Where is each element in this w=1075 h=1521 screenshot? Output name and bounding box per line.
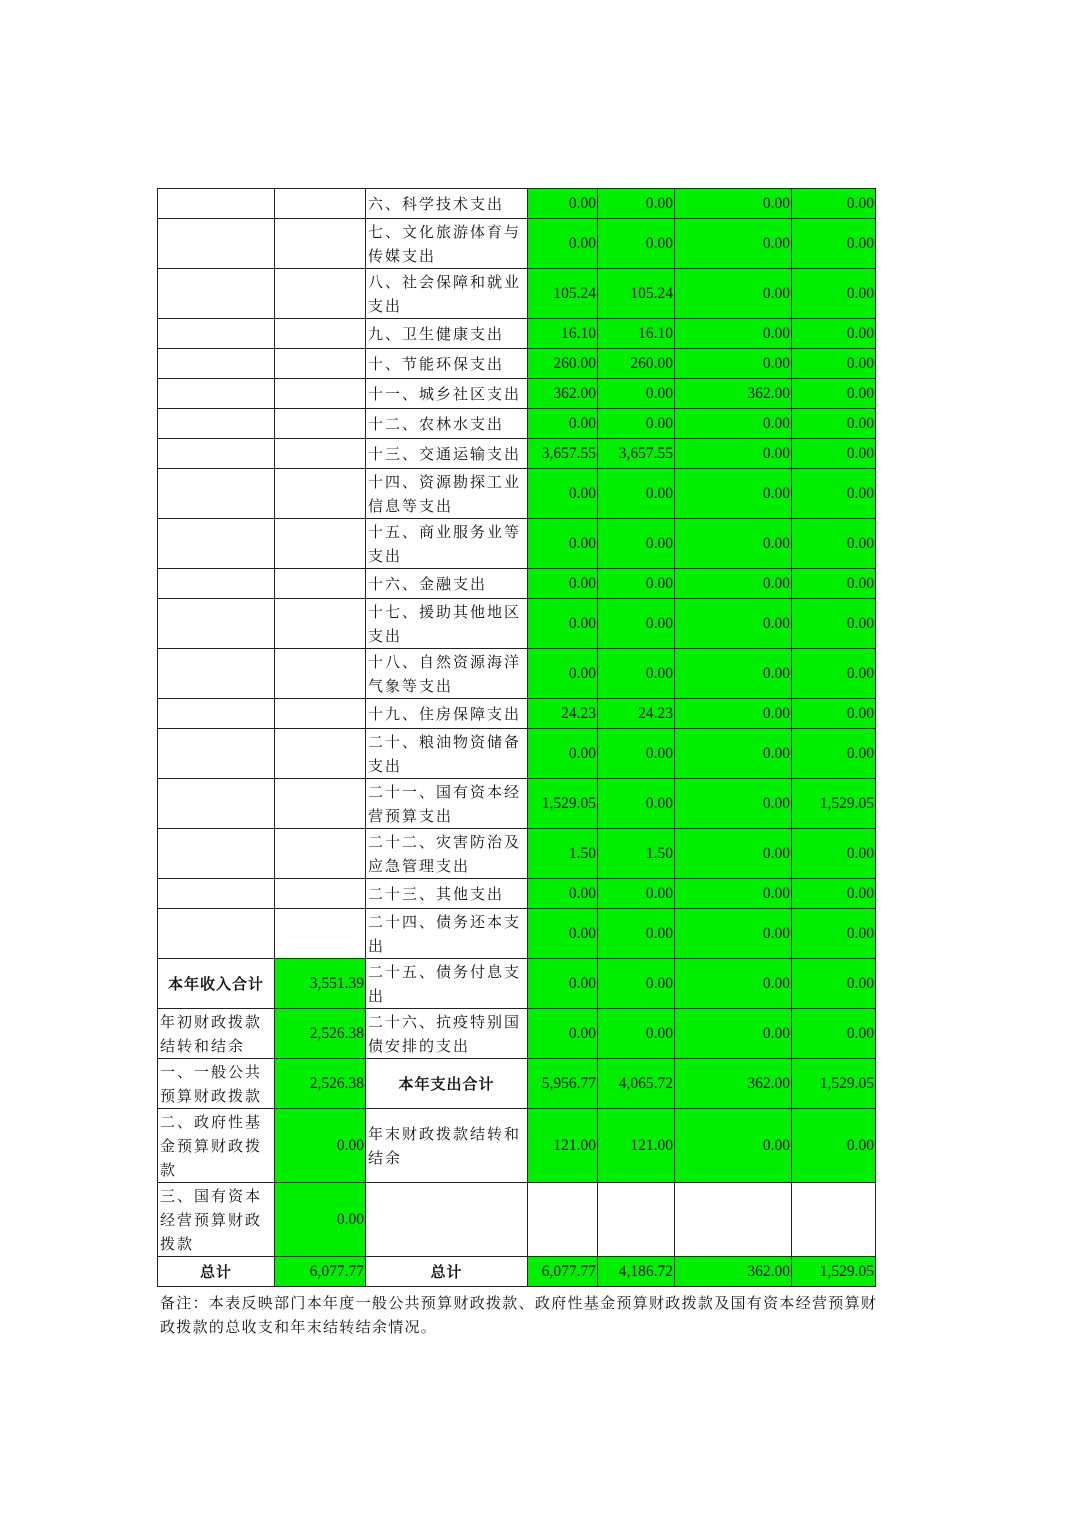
table-row — [158, 649, 876, 699]
expense-state-capital-amount: 0.00 — [792, 379, 876, 409]
table-row — [158, 439, 876, 469]
expense-total-amount: 1.50 — [528, 829, 598, 879]
income-item-label — [158, 219, 275, 269]
expense-state-capital-amount: 0.00 — [792, 569, 876, 599]
expense-gov-fund-amount: 0.00 — [675, 909, 792, 959]
expense-general-budget-amount: 260.00 — [598, 349, 675, 379]
expense-total-amount: 0.00 — [528, 729, 598, 779]
income-item-amount: 2,526.38 — [275, 1059, 366, 1109]
expense-general-budget-amount: 0.00 — [598, 469, 675, 519]
expense-state-capital-amount: 0.00 — [792, 599, 876, 649]
expense-general-budget-amount: 0.00 — [598, 959, 675, 1009]
expense-item-label: 二十三、其他支出 — [366, 879, 528, 909]
expense-total-amount — [528, 1183, 598, 1257]
income-item-amount — [275, 519, 366, 569]
table-row — [158, 779, 876, 829]
expense-gov-fund-amount: 0.00 — [675, 829, 792, 879]
expense-general-budget-amount: 3,657.55 — [598, 439, 675, 469]
expense-state-capital-amount: 0.00 — [792, 269, 876, 319]
expense-item-label: 六、科学技术支出 — [366, 189, 528, 219]
expense-gov-fund-amount: 0.00 — [675, 959, 792, 1009]
income-item-amount — [275, 469, 366, 519]
expense-item-label: 年末财政拨款结转和结余 — [366, 1109, 528, 1183]
expense-gov-fund-amount: 362.00 — [675, 379, 792, 409]
income-item-amount — [275, 879, 366, 909]
table-row — [158, 219, 876, 269]
expense-item-label: 二十一、国有资本经营预算支出 — [366, 779, 528, 829]
income-item-amount — [275, 829, 366, 879]
expense-item-label: 二十六、抗疫特别国债安排的支出 — [366, 1009, 528, 1059]
income-item-label — [158, 469, 275, 519]
expense-state-capital-amount: 0.00 — [792, 349, 876, 379]
expense-gov-fund-amount: 0.00 — [675, 879, 792, 909]
table-row — [158, 569, 876, 599]
income-item-amount — [275, 699, 366, 729]
expense-general-budget-amount: 121.00 — [598, 1109, 675, 1183]
income-item-amount — [275, 569, 366, 599]
expense-total-amount: 3,657.55 — [528, 439, 598, 469]
expense-general-budget-amount: 24.23 — [598, 699, 675, 729]
expense-general-budget-amount: 0.00 — [598, 409, 675, 439]
expense-total-amount: 16.10 — [528, 319, 598, 349]
expense-item-label: 七、文化旅游体育与传媒支出 — [366, 219, 528, 269]
table-row — [158, 1257, 876, 1287]
fiscal-budget-table — [157, 188, 876, 1287]
expense-state-capital-amount: 0.00 — [792, 469, 876, 519]
income-item-amount: 3,551.39 — [275, 959, 366, 1009]
expense-gov-fund-amount: 0.00 — [675, 269, 792, 319]
expense-general-budget-amount: 4,186.72 — [598, 1257, 675, 1287]
expense-general-budget-amount: 0.00 — [598, 649, 675, 699]
income-item-label: 本年收入合计 — [158, 959, 275, 1009]
expense-gov-fund-amount: 0.00 — [675, 599, 792, 649]
expense-state-capital-amount: 1,529.05 — [792, 779, 876, 829]
income-item-amount: 2,526.38 — [275, 1009, 366, 1059]
expense-general-budget-amount: 0.00 — [598, 519, 675, 569]
table-row — [158, 909, 876, 959]
expense-general-budget-amount: 0.00 — [598, 1009, 675, 1059]
expense-gov-fund-amount — [675, 1183, 792, 1257]
income-item-label — [158, 569, 275, 599]
expense-state-capital-amount: 1,529.05 — [792, 1257, 876, 1287]
income-item-label — [158, 269, 275, 319]
expense-gov-fund-amount: 0.00 — [675, 569, 792, 599]
expense-gov-fund-amount: 0.00 — [675, 409, 792, 439]
income-item-label — [158, 379, 275, 409]
income-item-label — [158, 649, 275, 699]
table-row — [158, 699, 876, 729]
expense-total-amount: 0.00 — [528, 469, 598, 519]
income-item-label — [158, 909, 275, 959]
expense-general-budget-amount: 0.00 — [598, 189, 675, 219]
expense-gov-fund-amount: 362.00 — [675, 1059, 792, 1109]
expense-item-label: 十六、金融支出 — [366, 569, 528, 599]
table-row — [158, 729, 876, 779]
expense-gov-fund-amount: 0.00 — [675, 1009, 792, 1059]
expense-item-label: 十一、城乡社区支出 — [366, 379, 528, 409]
expense-item-label: 本年支出合计 — [366, 1059, 528, 1109]
expense-item-label: 十四、资源勘探工业信息等支出 — [366, 469, 528, 519]
expense-item-label: 二十、粮油物资储备支出 — [366, 729, 528, 779]
expense-state-capital-amount — [792, 1183, 876, 1257]
income-item-label — [158, 699, 275, 729]
expense-total-amount: 1,529.05 — [528, 779, 598, 829]
income-item-amount — [275, 779, 366, 829]
expense-state-capital-amount: 0.00 — [792, 699, 876, 729]
table-row — [158, 829, 876, 879]
expense-gov-fund-amount: 0.00 — [675, 1109, 792, 1183]
expense-total-amount: 6,077.77 — [528, 1257, 598, 1287]
income-item-amount — [275, 409, 366, 439]
expense-gov-fund-amount: 0.00 — [675, 649, 792, 699]
expense-state-capital-amount: 0.00 — [792, 519, 876, 569]
income-item-label — [158, 519, 275, 569]
expense-item-label: 八、社会保障和就业支出 — [366, 269, 528, 319]
expense-total-amount: 362.00 — [528, 379, 598, 409]
expense-total-amount: 0.00 — [528, 879, 598, 909]
expense-state-capital-amount: 0.00 — [792, 909, 876, 959]
footnote: 备注：本表反映部门本年度一般公共预算财政拨款、政府性基金预算财政拨款及国有资本经营预算财政拨款的总收支和年末结转结余情况。 — [160, 1294, 878, 1336]
expense-total-amount: 5,956.77 — [528, 1059, 598, 1109]
table-row — [158, 1009, 876, 1059]
expense-total-amount: 105.24 — [528, 269, 598, 319]
income-item-label: 年初财政拨款结转和结余 — [158, 1009, 275, 1059]
income-item-amount — [275, 269, 366, 319]
expense-total-amount: 0.00 — [528, 519, 598, 569]
expense-total-amount: 260.00 — [528, 349, 598, 379]
expense-total-amount: 0.00 — [528, 219, 598, 269]
expense-total-amount: 0.00 — [528, 959, 598, 1009]
expense-total-amount: 0.00 — [528, 909, 598, 959]
table-row — [158, 269, 876, 319]
income-item-amount — [275, 189, 366, 219]
expense-gov-fund-amount: 0.00 — [675, 729, 792, 779]
expense-state-capital-amount: 0.00 — [792, 959, 876, 1009]
income-item-amount — [275, 379, 366, 409]
table-row — [158, 519, 876, 569]
expense-general-budget-amount: 0.00 — [598, 379, 675, 409]
expense-item-label: 二十五、债务付息支出 — [366, 959, 528, 1009]
expense-state-capital-amount: 0.00 — [792, 879, 876, 909]
expense-general-budget-amount: 105.24 — [598, 269, 675, 319]
expense-item-label: 十九、住房保障支出 — [366, 699, 528, 729]
income-item-amount — [275, 599, 366, 649]
table-row — [158, 1059, 876, 1109]
income-item-label — [158, 829, 275, 879]
expense-general-budget-amount: 0.00 — [598, 909, 675, 959]
expense-general-budget-amount: 4,065.72 — [598, 1059, 675, 1109]
expense-total-amount: 0.00 — [528, 409, 598, 439]
income-item-amount — [275, 349, 366, 379]
income-item-label — [158, 409, 275, 439]
income-item-amount — [275, 319, 366, 349]
expense-total-amount: 24.23 — [528, 699, 598, 729]
expense-gov-fund-amount: 0.00 — [675, 189, 792, 219]
table-row — [158, 409, 876, 439]
expense-general-budget-amount: 0.00 — [598, 779, 675, 829]
income-item-amount — [275, 729, 366, 779]
expense-state-capital-amount: 1,529.05 — [792, 1059, 876, 1109]
expense-item-label: 二十四、债务还本支出 — [366, 909, 528, 959]
expense-state-capital-amount: 0.00 — [792, 219, 876, 269]
table-row — [158, 349, 876, 379]
expense-general-budget-amount: 1.50 — [598, 829, 675, 879]
expense-state-capital-amount: 0.00 — [792, 1109, 876, 1183]
expense-total-amount: 0.00 — [528, 1009, 598, 1059]
table-row — [158, 189, 876, 219]
income-item-amount: 6,077.77 — [275, 1257, 366, 1287]
expense-item-label: 十五、商业服务业等支出 — [366, 519, 528, 569]
table-body — [158, 189, 876, 1287]
expense-item-label — [366, 1183, 528, 1257]
expense-state-capital-amount: 0.00 — [792, 649, 876, 699]
table-row — [158, 959, 876, 1009]
expense-state-capital-amount: 0.00 — [792, 729, 876, 779]
expense-item-label: 十七、援助其他地区支出 — [366, 599, 528, 649]
table-row — [158, 1109, 876, 1183]
expense-general-budget-amount — [598, 1183, 675, 1257]
income-item-amount — [275, 649, 366, 699]
income-item-label — [158, 349, 275, 379]
expense-total-amount: 0.00 — [528, 569, 598, 599]
expense-gov-fund-amount: 0.00 — [675, 519, 792, 569]
table-row — [158, 319, 876, 349]
income-item-amount: 0.00 — [275, 1183, 366, 1257]
income-item-label: 三、国有资本经营预算财政拨款 — [158, 1183, 275, 1257]
expense-item-label: 十三、交通运输支出 — [366, 439, 528, 469]
expense-item-label: 二十二、灾害防治及应急管理支出 — [366, 829, 528, 879]
table-row — [158, 469, 876, 519]
income-item-label: 二、政府性基金预算财政拨款 — [158, 1109, 275, 1183]
expense-total-amount: 0.00 — [528, 649, 598, 699]
income-item-amount — [275, 909, 366, 959]
expense-item-label: 十、节能环保支出 — [366, 349, 528, 379]
income-item-amount: 0.00 — [275, 1109, 366, 1183]
expense-item-label: 九、卫生健康支出 — [366, 319, 528, 349]
expense-general-budget-amount: 0.00 — [598, 569, 675, 599]
expense-state-capital-amount: 0.00 — [792, 1009, 876, 1059]
income-item-label — [158, 729, 275, 779]
income-item-amount — [275, 219, 366, 269]
expense-general-budget-amount: 16.10 — [598, 319, 675, 349]
income-item-label — [158, 189, 275, 219]
expense-item-label: 总计 — [366, 1257, 528, 1287]
expense-item-label: 十二、农林水支出 — [366, 409, 528, 439]
expense-state-capital-amount: 0.00 — [792, 829, 876, 879]
expense-general-budget-amount: 0.00 — [598, 729, 675, 779]
expense-gov-fund-amount: 362.00 — [675, 1257, 792, 1287]
income-item-label — [158, 439, 275, 469]
expense-gov-fund-amount: 0.00 — [675, 469, 792, 519]
expense-total-amount: 0.00 — [528, 189, 598, 219]
expense-state-capital-amount: 0.00 — [792, 189, 876, 219]
expense-general-budget-amount: 0.00 — [598, 219, 675, 269]
expense-general-budget-amount: 0.00 — [598, 599, 675, 649]
table-row — [158, 879, 876, 909]
expense-gov-fund-amount: 0.00 — [675, 439, 792, 469]
table-row — [158, 599, 876, 649]
expense-item-label: 十八、自然资源海洋气象等支出 — [366, 649, 528, 699]
income-item-label — [158, 779, 275, 829]
expense-gov-fund-amount: 0.00 — [675, 779, 792, 829]
expense-gov-fund-amount: 0.00 — [675, 349, 792, 379]
expense-gov-fund-amount: 0.00 — [675, 219, 792, 269]
income-item-label — [158, 319, 275, 349]
expense-gov-fund-amount: 0.00 — [675, 319, 792, 349]
income-item-label — [158, 879, 275, 909]
income-item-amount — [275, 439, 366, 469]
expense-gov-fund-amount: 0.00 — [675, 699, 792, 729]
income-item-label: 总计 — [158, 1257, 275, 1287]
income-item-label: 一、一般公共预算财政拨款 — [158, 1059, 275, 1109]
expense-state-capital-amount: 0.00 — [792, 319, 876, 349]
table-row — [158, 1183, 876, 1257]
expense-state-capital-amount: 0.00 — [792, 439, 876, 469]
table-row — [158, 379, 876, 409]
expense-total-amount: 0.00 — [528, 599, 598, 649]
expense-state-capital-amount: 0.00 — [792, 409, 876, 439]
expense-general-budget-amount: 0.00 — [598, 879, 675, 909]
expense-total-amount: 121.00 — [528, 1109, 598, 1183]
income-item-label — [158, 599, 275, 649]
